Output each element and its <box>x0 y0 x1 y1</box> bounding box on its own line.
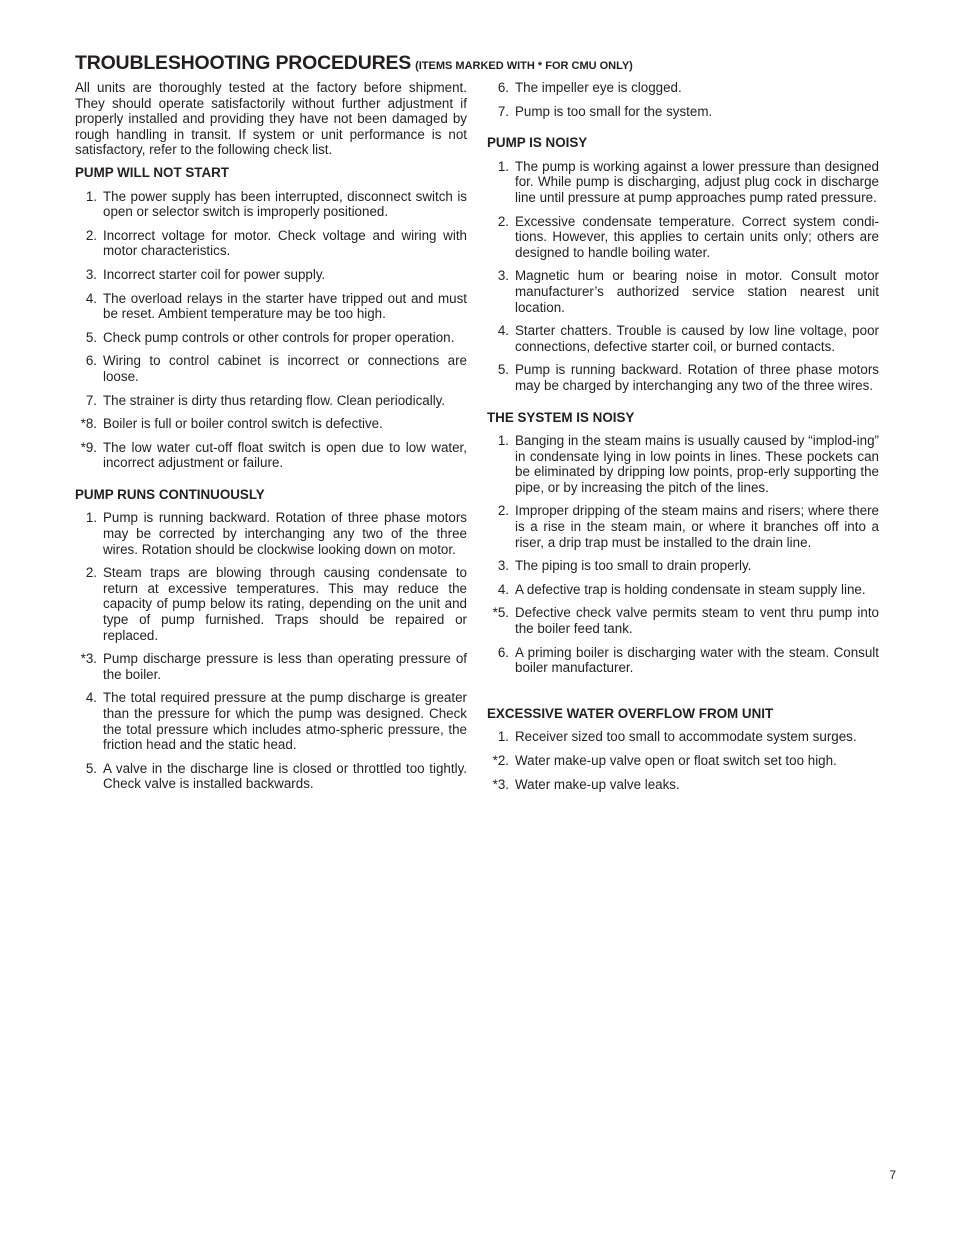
title-note: (ITEMS MARKED WITH * FOR CMU ONLY) <box>415 60 633 72</box>
item-number-label: 2. <box>85 227 97 243</box>
page-number: 7 <box>889 1168 896 1182</box>
item-text: The piping is too small to drain properly. <box>515 558 752 574</box>
item-text: Water make-up valve leaks. <box>515 776 680 792</box>
item-number-label: *2. <box>492 753 509 768</box>
item-number-label: 1. <box>85 510 97 526</box>
list-item <box>487 729 879 745</box>
item-number-label: *3. <box>492 776 509 792</box>
item-text: Check pump controls or other controls for proper operation. <box>103 329 455 345</box>
item-number-label: 5. <box>497 362 509 378</box>
list-item <box>75 416 467 432</box>
item-text: Steam traps are blowing through causing condensate to return at excessive temperatures. This may reduce the capacity of pump below its rating, depending on the unit and type of pump furnished. Traps should be repaired or replaced. <box>103 565 467 643</box>
title-text: TROUBLESHOOTING PROCEDURES <box>75 52 412 74</box>
page-title <box>75 52 633 75</box>
item-text: The impeller eye is clogged. <box>515 80 682 95</box>
item-number <box>487 777 515 793</box>
item-number <box>75 416 103 432</box>
item-number-label: 2. <box>497 213 509 229</box>
item-text: Pump is too small for the system. <box>515 103 713 119</box>
list-item <box>75 690 467 752</box>
item-number <box>75 440 103 471</box>
list-item <box>487 323 879 354</box>
item-number-label: 7. <box>85 392 97 408</box>
list-item <box>487 645 879 676</box>
item-number <box>75 330 103 346</box>
item-number <box>487 582 515 598</box>
list-system-is-noisy <box>487 433 879 676</box>
list-excessive-overflow <box>487 729 879 792</box>
item-number <box>487 645 515 676</box>
list-item <box>487 777 879 793</box>
list-item <box>75 510 467 557</box>
item-text: A priming boiler is discharging water with the steam. Consult boiler manufacturer. <box>515 644 879 676</box>
list-pump-is-noisy <box>487 159 879 394</box>
list-item <box>75 267 467 283</box>
item-text: Wiring to control cabinet is incorrect or connections are loose. <box>103 353 467 384</box>
item-number <box>75 565 103 643</box>
item-number <box>487 80 515 96</box>
item-number-label: 2. <box>497 503 509 519</box>
item-text: Boiler is full or boiler control switch is defective. <box>103 416 383 432</box>
list-item <box>487 753 879 769</box>
item-text: A defective trap is holding condensate in steam supply line. <box>515 581 866 597</box>
item-number-label: 3. <box>85 266 97 282</box>
item-number-label: 2. <box>85 565 97 581</box>
item-number <box>75 353 103 384</box>
item-number-label: 4. <box>85 290 97 306</box>
item-number-label: 6. <box>85 353 97 369</box>
section-heading-pump-is-noisy: PUMP IS NOISY <box>487 135 588 151</box>
item-number <box>75 291 103 322</box>
item-number-label: 6. <box>497 80 509 95</box>
item-number-label: 1. <box>497 729 509 745</box>
list-item <box>75 189 467 220</box>
item-number <box>487 558 515 574</box>
list-item <box>487 104 879 120</box>
item-number <box>487 104 515 120</box>
item-text: Receiver sized too small to accommodate system surges. <box>515 729 857 745</box>
item-text: Water make-up valve open or float switch set too high. <box>515 753 837 768</box>
item-text: The strainer is dirty thus retarding flow. Clean periodically. <box>103 392 446 408</box>
item-number <box>75 393 103 409</box>
item-number-label: 1. <box>497 433 509 449</box>
list-item <box>75 330 467 346</box>
item-number <box>487 729 515 745</box>
list-pump-runs-continuously-b <box>487 80 879 119</box>
list-item <box>75 393 467 409</box>
item-number <box>487 753 515 769</box>
item-number <box>75 761 103 792</box>
list-item <box>75 228 467 259</box>
item-text: Incorrect voltage for motor. Check voltage and wiring with motor characteristics. <box>103 227 467 259</box>
section-heading-pump-will-not-start: PUMP WILL NOT START <box>75 164 229 180</box>
item-number-label: 4. <box>85 690 97 706</box>
item-number-label: 5. <box>85 760 97 776</box>
list-item <box>75 291 467 322</box>
list-item <box>487 268 879 315</box>
list-item <box>75 651 467 682</box>
item-number-label: 1. <box>85 188 97 204</box>
right-column <box>487 80 879 808</box>
item-number <box>75 189 103 220</box>
item-text: Defective check valve permits steam to vent thru pump into the boiler feed tank. <box>515 605 879 637</box>
item-number <box>487 362 515 393</box>
section-heading-excessive-overflow: EXCESSIVE WATER OVERFLOW FROM UNIT <box>487 705 774 721</box>
item-number <box>487 433 515 495</box>
item-text: The low water cut-off float switch is open due to low water, incorrect adjustment or failure. <box>103 439 467 471</box>
item-text: Banging in the steam mains is usually caused by “implod-ing” in condensate lying in low points in lines. These pockets can be eliminated by dripping low points, prop-erly supporting the pipe, or by increasing the pitch of the lines. <box>515 433 879 495</box>
item-number-label: 1. <box>497 158 509 174</box>
item-number <box>75 228 103 259</box>
item-number <box>487 605 515 636</box>
item-number-label: 7. <box>497 103 509 119</box>
item-number-label: 4. <box>497 581 509 597</box>
item-number <box>487 323 515 354</box>
item-number-label: *3. <box>80 651 97 667</box>
item-text: A valve in the discharge line is closed or throttled too tightly. Check valve is installed backwards. <box>103 760 467 792</box>
list-item <box>487 503 879 550</box>
item-text: Excessive condensate temperature. Correct system condi-tions. However, this applies to certain units only; others are designed to handle boiling water. <box>515 213 879 260</box>
item-text: The pump is working against a lower pressure than designed for. While pump is discharging, adjust plug cock in discharge line until pressure at pump approaches pump rated pressure. <box>515 158 879 205</box>
list-pump-runs-continuously-a <box>75 510 467 792</box>
list-item <box>487 362 879 393</box>
item-number-label: 3. <box>497 268 509 284</box>
item-text: Pump is running backward. Rotation of three phase motors may be charged by interchanging any two of the three wires. <box>515 362 879 393</box>
list-item <box>75 353 467 384</box>
item-number <box>487 503 515 550</box>
item-text: Starter chatters. Trouble is caused by low line voltage, poor connections, defective starter coil, or burned contacts. <box>515 323 879 354</box>
list-item <box>487 582 879 598</box>
item-number <box>75 267 103 283</box>
intro-paragraph: All units are thoroughly tested at the factory before shipment. They should operate satisfactorily without further adjustment if properly installed and providing they have not been damaged by rough handling in transit. If system or unit performance is not satisfactory, refer to the following check list. <box>75 80 467 158</box>
item-text: Incorrect starter coil for power supply. <box>103 266 326 282</box>
item-number <box>75 651 103 682</box>
left-column <box>75 80 467 808</box>
list-pump-will-not-start <box>75 189 467 471</box>
list-item <box>75 565 467 643</box>
list-item <box>487 558 879 574</box>
item-number-label: 6. <box>497 644 509 660</box>
item-number-label: 3. <box>497 558 509 574</box>
item-number-label: *9. <box>80 439 97 455</box>
item-text: The power supply has been interrupted, disconnect switch is open or selector switch is improperly positioned. <box>103 188 467 220</box>
item-text: The overload relays in the starter have tripped out and must be reset. Ambient temperature may be too high. <box>103 290 467 322</box>
list-item <box>487 214 879 261</box>
item-text: The total required pressure at the pump discharge is greater than the pressure for which the pump was designed. Check the total pressure which includes atmo-spheric pressure, the friction head and the static head. <box>103 690 467 753</box>
list-item <box>487 80 879 96</box>
item-text: Pump is running backward. Rotation of three phase motors may be corrected by interchanging any two of the three wires. Rotation should be clockwise looking down on motor. <box>103 510 467 557</box>
item-number <box>75 690 103 752</box>
list-item <box>487 433 879 495</box>
section-heading-system-is-noisy: THE SYSTEM IS NOISY <box>487 409 635 425</box>
item-number-label: *8. <box>80 416 97 432</box>
section-heading-pump-runs-continuously: PUMP RUNS CONTINUOUSLY <box>75 486 265 502</box>
item-number <box>487 159 515 206</box>
item-text: Pump discharge pressure is less than operating pressure of the boiler. <box>103 651 467 682</box>
list-item <box>487 159 879 206</box>
item-number <box>487 268 515 315</box>
item-number-label: *5. <box>492 605 509 621</box>
list-item <box>75 761 467 792</box>
item-text: Magnetic hum or bearing noise in motor. Consult motor manufacturer’s authorized service station nearest unit location. <box>515 268 879 315</box>
item-number-label: 4. <box>497 323 509 339</box>
list-item <box>487 605 879 636</box>
item-text: Improper dripping of the steam mains and risers; where there is a rise in the steam main, or where it branches off into a riser, a drip trap must be installed to the drain line. <box>515 503 879 550</box>
list-item <box>75 440 467 471</box>
item-number <box>487 214 515 261</box>
item-number-label: 5. <box>85 329 97 345</box>
item-number <box>75 510 103 557</box>
